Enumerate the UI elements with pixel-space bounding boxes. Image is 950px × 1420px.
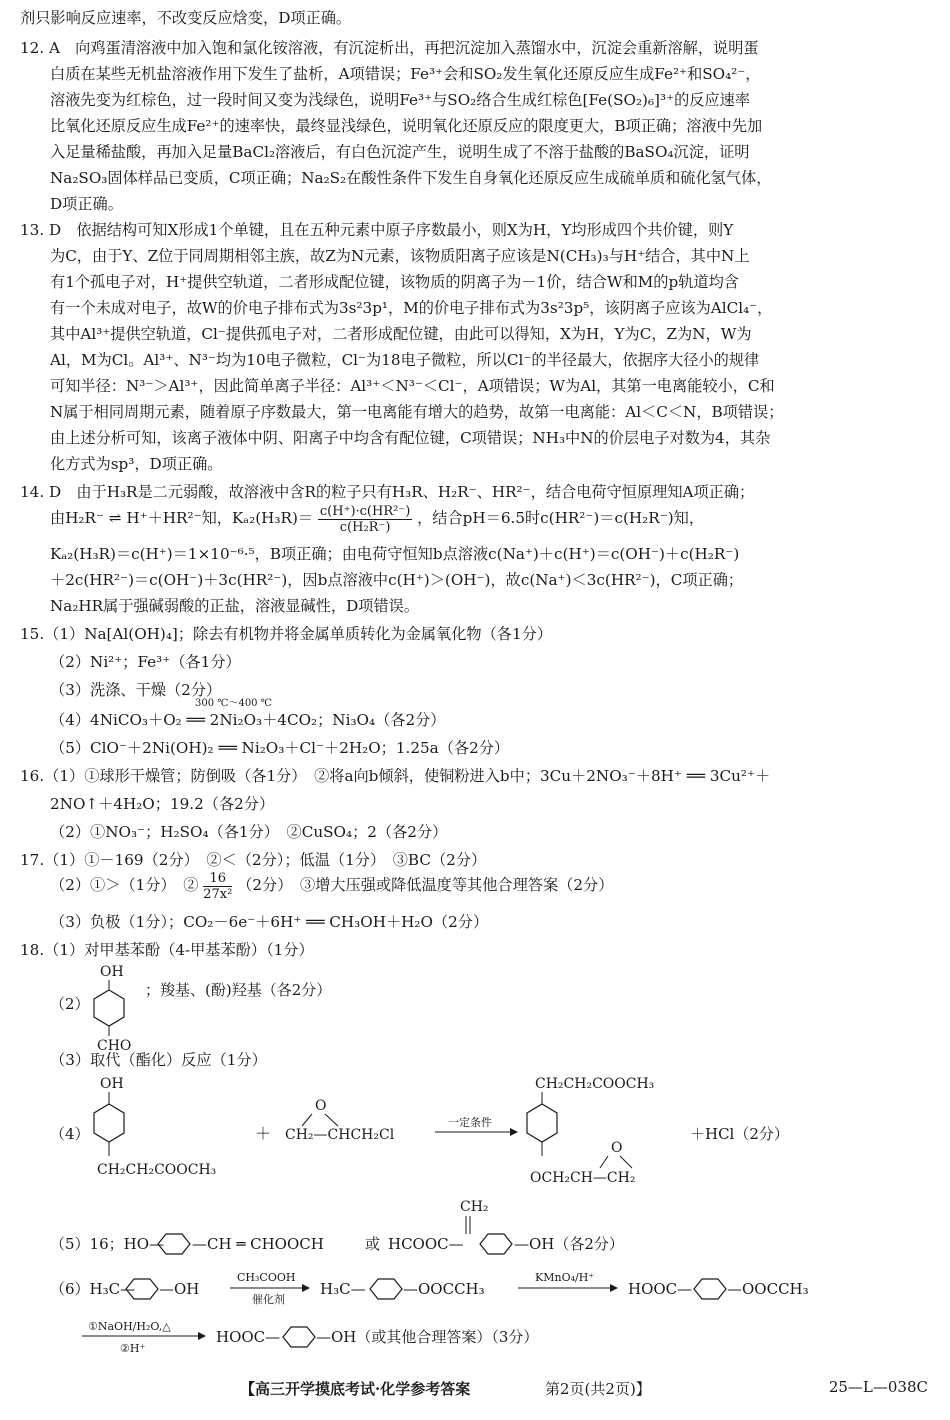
fraction-denominator: c(H₂R⁻) <box>339 519 391 535</box>
fraction-numerator: c(H⁺)·c(HR²⁻) <box>319 503 411 519</box>
carboxyl-label: HOOC— <box>216 1328 281 1346</box>
q13-line: 13. D 依据结构可知X形成1个单键，且在五种元素中原子序数最小，则X为H，Y均形成四个共价键，则Y <box>20 221 734 239</box>
q15-line: （5）ClO⁻＋2Ni(OH)₂ ══ Ni₂O₃＋Cl⁻＋2H₂O；1.25a（各2分） <box>50 739 510 757</box>
footer-code: 25—L—038C <box>828 1378 928 1396</box>
q14-eq-prefix: 由H₂R⁻ ⇌ H⁺＋HR²⁻知，Kₐ₂(H₃R)＝ <box>50 509 314 527</box>
q18-4-reaction <box>40 1072 920 1197</box>
q13-line: 可知半径：N³⁻＞Al³⁺，因此简单离子半径：Al³⁺＜N³⁻＜Cl⁻，A项错误；W为Al，其第一电离能较小，C和 <box>50 377 775 395</box>
bond <box>325 1114 338 1126</box>
benzene-ring-icon <box>94 1104 124 1142</box>
text-line: 剂只影响反应速率，不改变反应焓变，D项正确。 <box>20 9 352 27</box>
q17-fraction <box>203 871 232 902</box>
oh-label: —OH <box>159 1280 200 1298</box>
arrow-head-icon <box>510 1128 518 1136</box>
q15-condition: 300 ℃～400 ℃ <box>195 698 272 709</box>
q14-eq-suffix: ，结合pH＝6.5时c(HR²⁻)＝c(H₂R⁻)知， <box>417 509 705 527</box>
q13-line: N属于相同周期元素，随着原子序数最大，第一电离能有增大的趋势，故第一电离能：Al＜C＜N，B项错误； <box>50 403 784 421</box>
q12-line: Na₂SO₃固体样品已变质，C项正确；Na₂S₂在酸性条件下发生自身氧化还原反应生成硫单质和硫化氢气体， <box>50 169 772 187</box>
fraction-numerator: 16 <box>203 871 232 887</box>
arrow-head-icon <box>302 1284 310 1292</box>
q12-line: 比氧化还原反应生成Fe²⁺的速率快，最终显浅绿色，说明氧化还原反应的限度更大，B项正确；溶液中先加 <box>50 117 763 135</box>
product-chain-label: CH₂CH₂COOCH₃ <box>535 1076 655 1092</box>
q18-6-synthesis <box>40 1264 920 1356</box>
cho-label: CHO <box>97 1038 132 1052</box>
q18-6-label: （6）H₃C— <box>50 1280 136 1298</box>
q12-line: 白质在某些无机盐溶液作用下发生了盐析，A项错误；Fe³⁺会和SO₂发生氧化还原反应生成Fe²⁺和SO₄²⁻， <box>50 65 761 83</box>
benzene-ring-icon <box>480 1234 512 1254</box>
plus-sign: ＋ <box>255 1124 272 1143</box>
fraction-denominator: 27x² <box>203 886 233 902</box>
bond <box>600 1156 608 1168</box>
final-product-label: —OH（或其他合理答案）（3分） <box>316 1328 539 1346</box>
benzene-ring-icon <box>283 1327 315 1347</box>
q15-line: 15.（1）Na[Al(OH)₄]；除去有机物并将金属单质转化为金属氧化物（各1分） <box>20 625 553 643</box>
footer-page-number: 第2页(共2页)】 <box>545 1380 651 1398</box>
arrow-head-icon <box>610 1284 618 1292</box>
q17-2-b: （2分） ③增大压强或降低温度等其他合理答案（2分） <box>237 876 614 894</box>
oh-label: OH <box>100 1076 124 1092</box>
benzene-ring-icon <box>694 1279 726 1299</box>
page-footer <box>0 1378 950 1402</box>
q18-5-option-b: HCOOC— <box>388 1235 464 1253</box>
benzene-ring-icon <box>370 1279 402 1299</box>
benzene-ring-icon <box>94 990 124 1026</box>
q18-5-option-b-end: —OH（各2分） <box>514 1235 624 1253</box>
bond <box>302 1114 312 1126</box>
q18-2-text: ；羧基、(酚)羟基（各2分） <box>145 981 332 999</box>
q15-line: （2）Ni²⁺；Fe³⁺（各1分） <box>50 653 241 671</box>
reagent-label: KMnO₄/H⁺ <box>535 1271 595 1284</box>
q17-2-a: （2）①＞（1分） ② <box>50 876 199 894</box>
benzene-ring-icon <box>527 1104 557 1142</box>
q16-line: 16.（1）①球形干燥管；防倒吸（各1分） ②将a向b倾斜，使铜粉进入b中；3Cu＋2NO₃⁻＋8H⁺ ══ 3Cu²⁺＋ <box>20 767 771 785</box>
q18-line: 18.（1）对甲基苯酚（4-甲基苯酚）（1分） <box>20 941 314 959</box>
q18-line: （3）取代（酯化）反应（1分） <box>50 1051 267 1069</box>
q17-line: （3）负极（1分）；CO₂－6e⁻＋6H⁺ ══ CH₃OH＋H₂O（2分） <box>50 913 489 931</box>
footer-title: 【高三开学摸底考试·化学参考答案 <box>240 1380 471 1398</box>
ester-label: —OOCCH₃ <box>727 1280 809 1298</box>
q12-line: D项正确。 <box>50 195 123 213</box>
q12-line: 入足量稀盐酸，再加入足量BaCl₂溶液后，有白色沉淀产生，说明生成了不溶于盐酸的BaSO₄沉淀，证明 <box>50 143 750 161</box>
q13-line: 有一个未成对电子，故W的价电子排布式为3s²3p¹，M的价电子排布式为3s²3p⁵，该阴离子应该为AlCl₄⁻， <box>50 299 773 317</box>
q13-line: 化方式为sp³，D项正确。 <box>50 455 223 473</box>
q18-5-option-a: —CH ═ CHOOCH <box>192 1235 324 1253</box>
product-ether-label: OCH₂CH—CH₂ <box>530 1170 636 1186</box>
q16-line: 2NO↑＋4H₂O；19.2（各2分） <box>50 795 275 813</box>
ka2-fraction <box>318 504 412 535</box>
q14-line: 14. D 由于H₃R是二元弱酸，故溶液中含R的粒子只有H₃R、H₂R⁻、HR²⁻，结合电荷守恒原理知A项正确； <box>20 483 755 501</box>
q12-line: 12. A 向鸡蛋清溶液中加入饱和氯化铵溶液，有沉淀析出，再把沉淀加入蒸馏水中，沉淀会重新溶解，说明蛋 <box>20 39 759 57</box>
ester-chain-label: CH₂CH₂COOCH₃ <box>97 1162 217 1178</box>
q14-line: Na₂HR属于强碱弱酸的正盐，溶液显碱性，D项错误。 <box>50 597 420 615</box>
q13-line: Al，M为Cl。Al³⁺、N³⁻均为10电子微粒，Cl⁻为18电子微粒，所以Cl⁻的半径最大，依据序大径小的规律 <box>50 351 760 369</box>
oh-label: OH <box>100 964 124 980</box>
reaction-condition: 一定条件 <box>448 1116 492 1129</box>
bond <box>620 1156 632 1168</box>
q12-line: 溶液先变为红棕色，过一段时间又变为浅绿色，说明Fe³⁺与SO₂络合生成红棕色[Fe(SO₂)₆]³⁺的反应速率 <box>50 91 751 109</box>
q17-line <box>50 866 930 904</box>
q14-equation-line <box>50 500 930 536</box>
epichlorohydrin-label: CH₂—CHCH₂Cl <box>285 1127 395 1143</box>
q13-line: 有1个孤电子对，H⁺提供空轨道，二者形成配位键，该物质的阴离子为－1价，结合W和M的p轨道均含 <box>50 273 739 291</box>
carboxyl-label: HOOC— <box>628 1280 693 1298</box>
epoxide-o-label: O <box>611 1140 623 1156</box>
q18-2-label: （2） <box>50 995 90 1013</box>
q18-5-label: （5）16；HO— <box>50 1235 165 1253</box>
hcl-label: ＋HCl（2分） <box>690 1125 789 1143</box>
q13-line: 为C，由于Y、Z位于同周期相邻主族，故Z为N元素，该物质阳离子应该是N(CH₃)₃与H⁺结合，其中N上 <box>50 247 750 265</box>
ester-label: —OOCCH₃ <box>403 1280 485 1298</box>
q13-line: 由上述分析可知，该离子液体中阴、阳离子中均含有配位键，C项错误；NH₃中N的价层电子对数为4，其杂 <box>50 429 771 447</box>
q14-line: Kₐ₂(H₃R)＝c(H⁺)＝1×10⁻⁶·⁵，B项正确；由电荷守恒知b点溶液c(Na⁺)＋c(H⁺)＝c(OH⁻)＋c(H₂R⁻) <box>50 545 740 563</box>
catalyst-label: 催化剂 <box>252 1293 285 1306</box>
reagent-label: CH₃COOH <box>237 1271 296 1284</box>
acid-label: ②H⁺ <box>120 1342 146 1355</box>
q17-line: 17.（1）①－169（2分） ②＜（2分）；低温（1分） ③BC（2分） <box>20 851 487 869</box>
ch2-label: CH₂ <box>460 1199 489 1215</box>
q15-line: （3）洗涤、干燥（2分） <box>50 681 222 699</box>
arrow-head-icon <box>198 1332 206 1340</box>
q18-4-label: （4） <box>50 1125 90 1143</box>
q16-line: （2）①NO₃⁻；H₂SO₄（各1分） ②CuSO₄；2（各2分） <box>50 823 448 841</box>
methyl-label: H₃C— <box>320 1280 366 1298</box>
q18-2-structure <box>40 962 500 1052</box>
q14-line: ＋2c(HR²⁻)＝c(OH⁻)＋3c(HR²⁻)，因b点溶液中c(H⁺)＞(OH⁻)，故c(Na⁺)＜3c(HR²⁻)，C项正确； <box>50 571 744 589</box>
q18-5-structures <box>40 1196 920 1266</box>
reagent-label: ①NaOH/H₂O,△ <box>88 1320 171 1333</box>
q13-line: 其中Al³⁺提供空轨道，Cl⁻提供孤电子对，二者形成配位键，由此可以得知，X为H，Y为C，Z为N，W为 <box>50 325 752 343</box>
epoxide-o-label: O <box>315 1098 327 1114</box>
q15-line: （4）4NiCO₃＋O₂ ══ 2Ni₂O₃＋4CO₂；Ni₃O₄（各2分） <box>50 711 446 729</box>
or-word: 或 <box>365 1235 381 1253</box>
